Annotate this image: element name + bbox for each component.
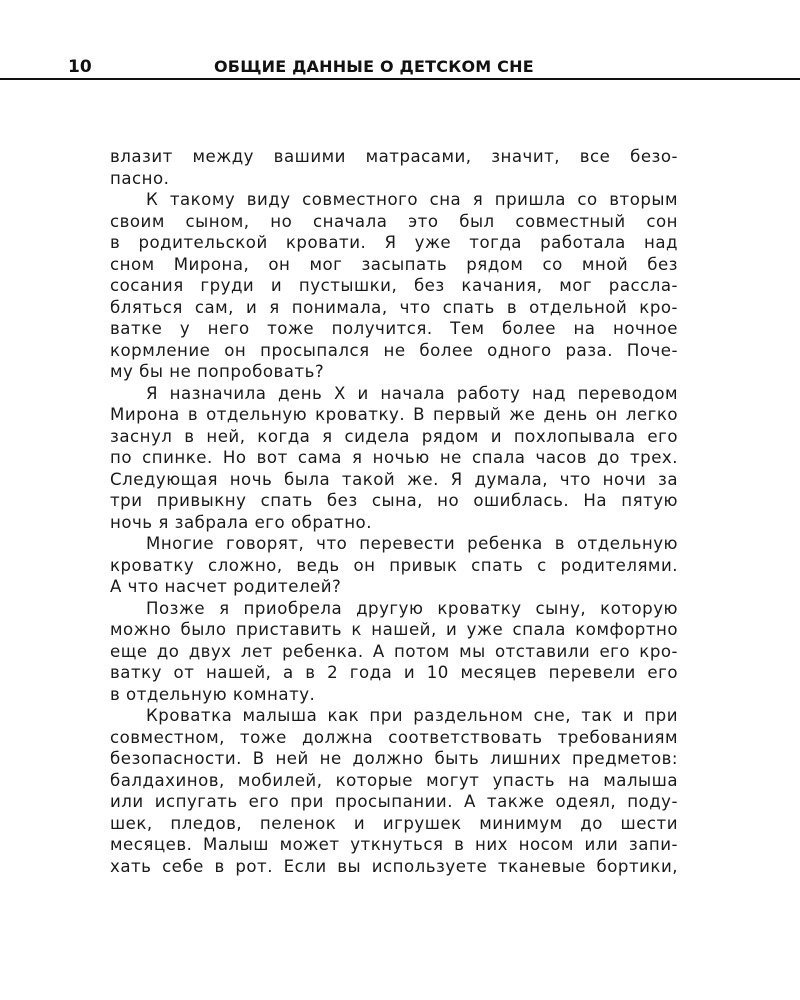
text-line: К такому виду совместного сна я пришла со вторым: [146, 190, 678, 209]
text-line: Позже я приобрела другую кроватку сыну, которую: [146, 598, 678, 618]
page-number: 10: [68, 57, 92, 77]
text-line: пасно.: [110, 168, 170, 188]
text-line: Я назначила день Х и начала работу над переводом: [146, 383, 678, 403]
text-line: в отдельную комнату.: [110, 684, 316, 704]
text-line: сосания груди и пустышки, без качания, мог рассла-: [110, 276, 678, 295]
text-line: кроватку сложно, ведь он привык спать с родителями.: [110, 555, 678, 575]
text-line: хать себе в рот. Если вы используете тканевые бортики,: [110, 856, 678, 876]
text-line: Многие говорят, что перевести ребенка в отдельную: [146, 534, 678, 553]
text-line: бляться сам, и я понимала, что спать в отдельной кро-: [110, 297, 678, 317]
text-line: ночь я забрала его обратно.: [110, 512, 372, 532]
text-line: в родительской кровати. Я уже тогда работала над: [110, 233, 678, 252]
text-line: три привыкну спать без сына, но ошиблась. На пятую: [110, 491, 678, 510]
text-line: Мирона в отдельную кроватку. В первый же день он легко: [110, 405, 678, 424]
page-header: [0, 0, 800, 80]
text-line: Следующая ночь была такой же. Я думала, что ночи за: [110, 469, 678, 489]
text-line: по спинке. Но вот сама я ночью не спала часов до трех.: [110, 448, 678, 467]
text-line: кормление он просыпался не более одного раза. Поче-: [110, 340, 678, 360]
text-line: балдахинов, мобилей, которые могут упасть на малыша: [110, 770, 678, 790]
text-line: своим сыном, но сначала это был совместный сон: [110, 211, 678, 231]
text-line: му бы не попробовать?: [110, 362, 325, 381]
text-line: ватку от нашей, а в 2 года и 10 месяцев перевели его: [110, 663, 678, 682]
text-line: еще до двух лет ребенка. А потом мы отставили его кро-: [110, 641, 678, 661]
text-line: можно было приставить к нашей, и уже спала комфортно: [110, 620, 678, 639]
text-line: безопасности. В ней не должно быть лишних предметов:: [110, 749, 678, 768]
body-text: [110, 146, 678, 877]
header-rule: [0, 78, 800, 80]
text-line: месяцев. Малыш может уткнуться в них носом или запи-: [110, 835, 678, 854]
text-line: шек, пледов, пеленок и игрушек минимум до шести: [110, 813, 678, 833]
text-line: А что насчет родителей?: [110, 577, 342, 596]
text-line: сном Мирона, он мог засыпать рядом со мной без: [110, 254, 678, 274]
text-line: или испугать его при просыпании. А также одеял, поду-: [110, 792, 678, 811]
text-line: влазит между вашими матрасами, значит, все безо-: [110, 147, 678, 166]
text-line: совместном, тоже должна соответствовать требованиям: [110, 727, 678, 747]
text-line: заснул в ней, когда я сидела рядом и похлопывала его: [110, 426, 678, 446]
running-title: ОБЩИЕ ДАННЫЕ О ДЕТСКОМ СНЕ: [214, 57, 534, 76]
text-line: Кроватка малыша как при раздельном сне, так и при: [146, 706, 678, 725]
text-line: ватке у него тоже получится. Тем более на ночное: [110, 319, 678, 338]
